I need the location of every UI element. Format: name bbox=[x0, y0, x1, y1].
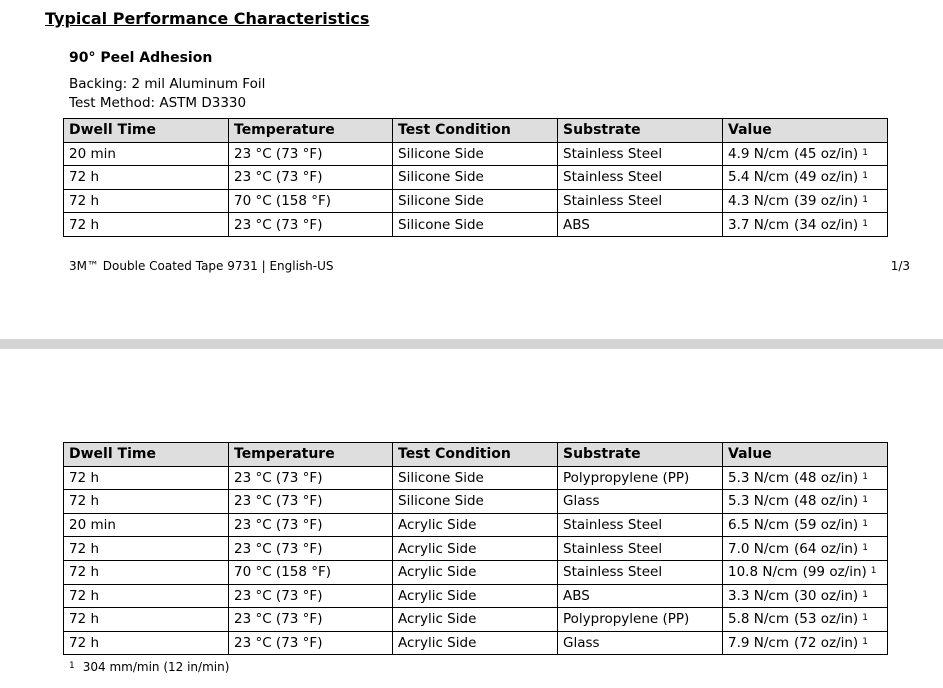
table-row bbox=[64, 631, 888, 655]
value-imperial: (49 oz/in) bbox=[793, 169, 859, 186]
footnote-ref: 1 bbox=[862, 495, 868, 506]
cell-substrate: ABS bbox=[558, 213, 723, 237]
document-footer: 3M™ Double Coated Tape 9731 | English-US bbox=[69, 259, 334, 273]
value-metric: 4.9 N/cm bbox=[728, 145, 789, 162]
footnote-ref: 1 bbox=[862, 218, 868, 229]
table-header-row bbox=[64, 119, 888, 143]
table-row bbox=[64, 513, 888, 537]
cell-temperature: 23 °C (73 °F) bbox=[229, 142, 393, 166]
footnote-ref: 1 bbox=[862, 637, 868, 648]
page-separator bbox=[0, 339, 943, 349]
footnote-ref: 1 bbox=[870, 566, 877, 577]
footnote-ref: 1 bbox=[862, 519, 868, 530]
peel-adhesion-table-page2 bbox=[63, 442, 888, 655]
cell-test-condition: Silicone Side bbox=[393, 466, 558, 490]
cell-test-condition: Silicone Side bbox=[393, 213, 558, 237]
value-metric: 7.9 N/cm bbox=[728, 635, 789, 652]
cell-substrate: Stainless Steel bbox=[558, 560, 723, 584]
cell-value bbox=[723, 608, 888, 632]
value-imperial: (34 oz/in) bbox=[793, 216, 859, 233]
cell-substrate: Stainless Steel bbox=[558, 142, 723, 166]
section-title: Typical Performance Characteristics bbox=[45, 9, 370, 28]
cell-test-condition: Silicone Side bbox=[393, 189, 558, 213]
cell-substrate: Stainless Steel bbox=[558, 537, 723, 561]
col-header-substrate: Substrate bbox=[558, 119, 723, 143]
cell-dwell-time: 72 h bbox=[64, 490, 229, 514]
cell-temperature: 23 °C (73 °F) bbox=[229, 631, 393, 655]
footnote-ref: 1 bbox=[862, 589, 868, 600]
col-header-value: Value bbox=[723, 443, 888, 467]
footnote-ref: 1 bbox=[862, 171, 868, 182]
cell-substrate: Polypropylene (PP) bbox=[558, 466, 723, 490]
value-imperial: (48 oz/in) bbox=[793, 469, 859, 486]
table-row bbox=[64, 560, 888, 584]
table-row bbox=[64, 608, 888, 632]
cell-test-condition: Silicone Side bbox=[393, 142, 558, 166]
cell-dwell-time: 20 min bbox=[64, 142, 229, 166]
cell-dwell-time: 72 h bbox=[64, 189, 229, 213]
value-metric: 7.0 N/cm bbox=[728, 540, 789, 557]
footnote-ref: 1 bbox=[862, 195, 868, 206]
cell-dwell-time: 72 h bbox=[64, 537, 229, 561]
cell-substrate: Glass bbox=[558, 490, 723, 514]
footnote bbox=[69, 660, 229, 674]
table-row bbox=[64, 142, 888, 166]
cell-temperature: 23 °C (73 °F) bbox=[229, 537, 393, 561]
cell-test-condition: Silicone Side bbox=[393, 490, 558, 514]
cell-value bbox=[723, 166, 888, 190]
cell-substrate: Polypropylene (PP) bbox=[558, 608, 723, 632]
backing-line: Backing: 2 mil Aluminum Foil bbox=[69, 76, 266, 92]
value-metric: 6.5 N/cm bbox=[728, 517, 789, 534]
cell-temperature: 23 °C (73 °F) bbox=[229, 608, 393, 632]
table-row bbox=[64, 189, 888, 213]
value-imperial: (59 oz/in) bbox=[793, 517, 859, 534]
value-imperial: (72 oz/in) bbox=[793, 635, 859, 652]
cell-temperature: 23 °C (73 °F) bbox=[229, 213, 393, 237]
value-metric: 5.3 N/cm bbox=[728, 493, 789, 510]
cell-value bbox=[723, 631, 888, 655]
cell-substrate: Stainless Steel bbox=[558, 166, 723, 190]
cell-substrate: Stainless Steel bbox=[558, 513, 723, 537]
value-metric: 5.8 N/cm bbox=[728, 611, 789, 628]
value-imperial: (30 oz/in) bbox=[793, 587, 859, 604]
table-header-row bbox=[64, 443, 888, 467]
cell-value bbox=[723, 490, 888, 514]
footnote-ref: 1 bbox=[862, 542, 868, 553]
peel-adhesion-title: 90° Peel Adhesion bbox=[69, 50, 213, 66]
col-header-temperature: Temperature bbox=[229, 443, 393, 467]
cell-dwell-time: 72 h bbox=[64, 466, 229, 490]
cell-test-condition: Acrylic Side bbox=[393, 537, 558, 561]
col-header-test-condition: Test Condition bbox=[393, 119, 558, 143]
table-row bbox=[64, 213, 888, 237]
cell-value bbox=[723, 466, 888, 490]
cell-temperature: 23 °C (73 °F) bbox=[229, 513, 393, 537]
value-metric: 3.7 N/cm bbox=[728, 216, 789, 233]
value-metric: 5.4 N/cm bbox=[728, 169, 789, 186]
cell-temperature: 23 °C (73 °F) bbox=[229, 490, 393, 514]
cell-dwell-time: 72 h bbox=[64, 213, 229, 237]
cell-value bbox=[723, 537, 888, 561]
cell-temperature: 70 °C (158 °F) bbox=[229, 189, 393, 213]
col-header-substrate: Substrate bbox=[558, 443, 723, 467]
cell-substrate: Glass bbox=[558, 631, 723, 655]
footnote-ref: 1 bbox=[862, 471, 868, 482]
value-imperial: (53 oz/in) bbox=[793, 611, 859, 628]
cell-temperature: 70 °C (158 °F) bbox=[229, 560, 393, 584]
cell-dwell-time: 72 h bbox=[64, 166, 229, 190]
table-row bbox=[64, 584, 888, 608]
cell-value bbox=[723, 513, 888, 537]
value-imperial: (64 oz/in) bbox=[793, 540, 859, 557]
page-number: 1/3 bbox=[890, 259, 910, 273]
peel-adhesion-table-page1 bbox=[63, 118, 888, 237]
footnote-ref: 1 bbox=[862, 613, 868, 624]
cell-value bbox=[723, 213, 888, 237]
value-metric: 5.3 N/cm bbox=[728, 469, 789, 486]
cell-temperature: 23 °C (73 °F) bbox=[229, 584, 393, 608]
value-imperial: (99 oz/in) bbox=[802, 564, 867, 581]
cell-dwell-time: 72 h bbox=[64, 631, 229, 655]
cell-value bbox=[723, 189, 888, 213]
cell-test-condition: Acrylic Side bbox=[393, 584, 558, 608]
col-header-temperature: Temperature bbox=[229, 119, 393, 143]
cell-dwell-time: 20 min bbox=[64, 513, 229, 537]
cell-value bbox=[723, 584, 888, 608]
cell-dwell-time: 72 h bbox=[64, 560, 229, 584]
cell-test-condition: Silicone Side bbox=[393, 166, 558, 190]
cell-value bbox=[723, 142, 888, 166]
col-header-value: Value bbox=[723, 119, 888, 143]
cell-dwell-time: 72 h bbox=[64, 608, 229, 632]
cell-test-condition: Acrylic Side bbox=[393, 608, 558, 632]
col-header-test-condition: Test Condition bbox=[393, 443, 558, 467]
table-row bbox=[64, 166, 888, 190]
table-row bbox=[64, 490, 888, 514]
test-method-line: Test Method: ASTM D3330 bbox=[69, 95, 247, 111]
cell-test-condition: Acrylic Side bbox=[393, 560, 558, 584]
value-metric: 4.3 N/cm bbox=[728, 193, 789, 210]
cell-substrate: Stainless Steel bbox=[558, 189, 723, 213]
footnote-text: 304 mm/min (12 in/min) bbox=[82, 660, 230, 674]
cell-temperature: 23 °C (73 °F) bbox=[229, 166, 393, 190]
cell-dwell-time: 72 h bbox=[64, 584, 229, 608]
cell-test-condition: Acrylic Side bbox=[393, 631, 558, 655]
value-imperial: (39 oz/in) bbox=[793, 193, 859, 210]
value-metric: 10.8 N/cm bbox=[728, 564, 798, 581]
cell-test-condition: Acrylic Side bbox=[393, 513, 558, 537]
cell-temperature: 23 °C (73 °F) bbox=[229, 466, 393, 490]
value-metric: 3.3 N/cm bbox=[728, 587, 789, 604]
col-header-dwell-time: Dwell Time bbox=[64, 443, 229, 467]
value-imperial: (45 oz/in) bbox=[793, 145, 859, 162]
footnote-mark: 1 bbox=[69, 661, 75, 671]
footnote-ref: 1 bbox=[862, 147, 868, 158]
value-imperial: (48 oz/in) bbox=[793, 493, 859, 510]
cell-substrate: ABS bbox=[558, 584, 723, 608]
col-header-dwell-time: Dwell Time bbox=[64, 119, 229, 143]
cell-value bbox=[723, 560, 888, 584]
table-row bbox=[64, 537, 888, 561]
table-row bbox=[64, 466, 888, 490]
